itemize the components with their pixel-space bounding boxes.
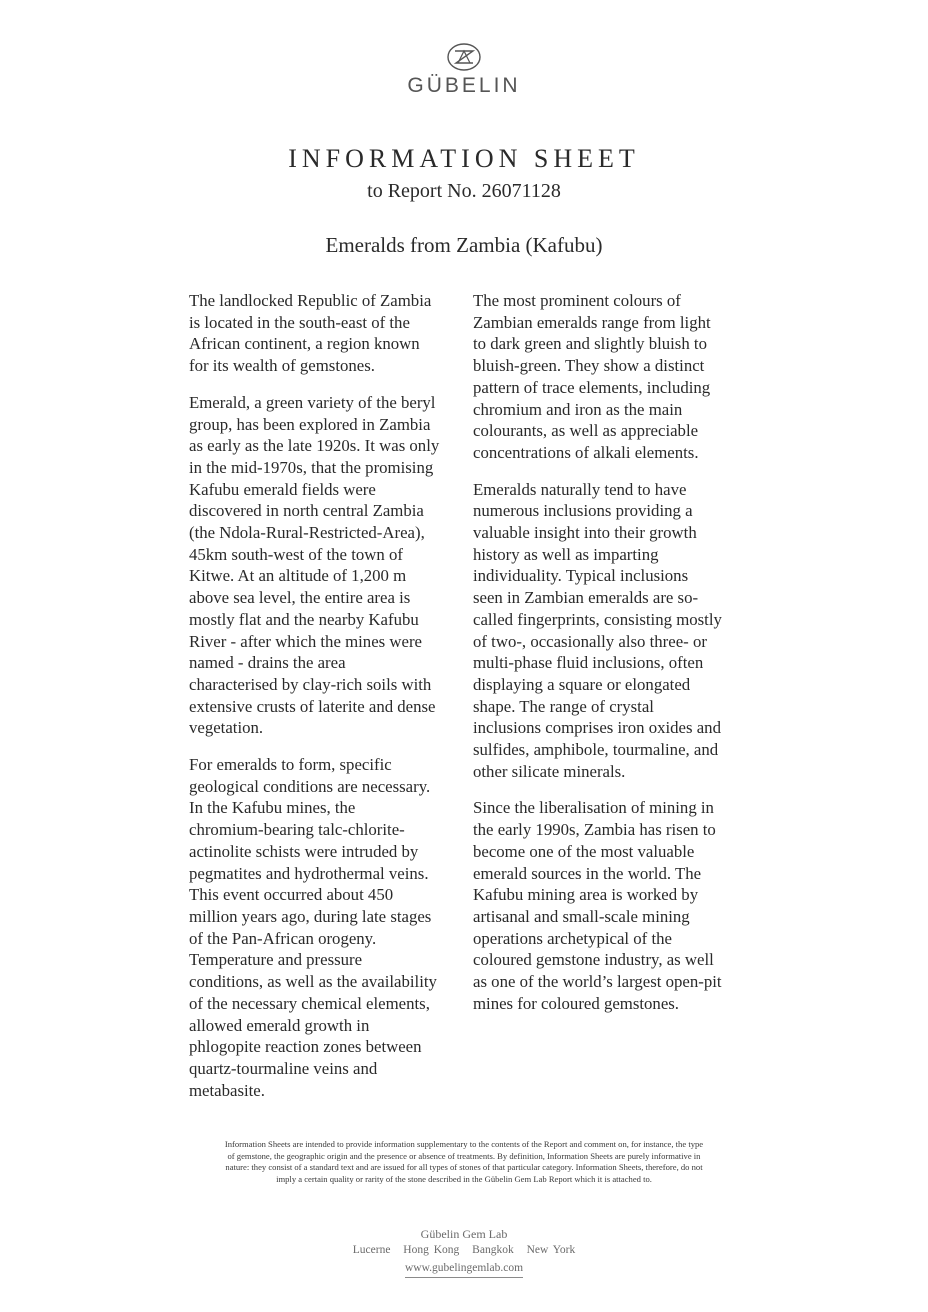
paragraph: The landlocked Republic of Zambia is located in the south-east of the African continent, a region known for its wealth of gemstones. [189, 291, 432, 376]
right-column [473, 290, 748, 1030]
brand-wordmark: GÜBELIN [407, 74, 521, 97]
paragraph: For emeralds to form, specific geological conditions are necessary. In the Kafubu mines, the chromium-bearing talc-chlorite- actinolite schists were intruded by pegmatites and hydrothermal veins. This event occurred about 450 million years ago, during late stages of the Pan-African orogeny. Temperature and pressure conditions, as well as the availability of the necessary chemical elements, allowed emerald growth in phlogopite reaction zones between quartz-tourmaline veins and metabasite. [189, 755, 437, 1100]
report-number: to Report No. 26071128 [367, 180, 561, 202]
footer-locations [0, 1242, 928, 1258]
brand-logo [0, 42, 928, 98]
footer-city: Bangkok [472, 1244, 514, 1256]
footer-lab-name: Gübelin Gem Lab [420, 1227, 508, 1241]
paragraph: Emerald, a green variety of the beryl group, has been explored in Zambia as early as the late 1920s. It was only in the mid-1970s, that the promising Kafubu emerald fields were discovered in north central Zambia (the Ndola-Rural-Restricted-Area), 45km south-west of the town of Kitwe. At an altitude of 1,200 m above sea level, the entire area is mostly flat and the nearby Kafubu River - after which the mines were named - drains the area characterised by clay-rich soils with extensive crusts of laterite and dense vegetation. [189, 392, 440, 738]
paragraph: Since the liberalisation of mining in the early 1990s, Zambia has risen to become one of the most valuable emerald sources in the world. The Kafubu mining area is worked by artisanal and small-scale mining operations archetypical of the coloured gemstone industry, as well as one of the world’s largest open-pit mines for coloured gemstones. [473, 798, 722, 1013]
footer [0, 1226, 928, 1278]
paragraph: The most prominent colours of Zambian emeralds range from light to dark green and slightly bluish to bluish-green. They show a distinct pattern of trace elements, including chromium and iron as the main colourants, as well as appreciable concentrations of alkali elements. [473, 291, 711, 462]
left-column [189, 290, 464, 1116]
sheet-title: INFORMATION SHEET [288, 144, 640, 173]
disclaimer-text: Information Sheets are intended to provide information supplementary to the contents of the Report and comment on, for instance, the type of gemstone, the geographic origin and the presence or absence of treatments. By definition, Information Sheets are purely informative in nature: they consist of a standard text and are issued for all types of stones of that particular category. Information Sheets, therefore, do not imply a certain quality or rarity of the stone described in the Gübelin Gem Lab Report which it is attached to. [224, 1139, 704, 1184]
footer-city: Lucerne [352, 1244, 391, 1256]
gubelin-emblem-icon [446, 42, 482, 72]
footer-city: Hong Kong [403, 1244, 460, 1256]
sheet-subject: Emeralds from Zambia (Kafubu) [325, 233, 603, 257]
footer-website-link[interactable]: www.gubelingemlab.com [405, 1261, 523, 1278]
paragraph: Emeralds naturally tend to have numerous inclusions providing a valuable insight into their growth history as well as imparting individuality. Typical inclusions seen in Zambian emeralds are so- called fingerprints, consisting mostly of two-, occasionally also three- or multi-phase fluid inclusions, often displaying a square or elongated shape. The range of crystal inclusions comprises iron oxides and sulfides, amphibole, tourmaline, and other silicate minerals. [473, 479, 722, 781]
footer-city: New York [526, 1244, 576, 1256]
